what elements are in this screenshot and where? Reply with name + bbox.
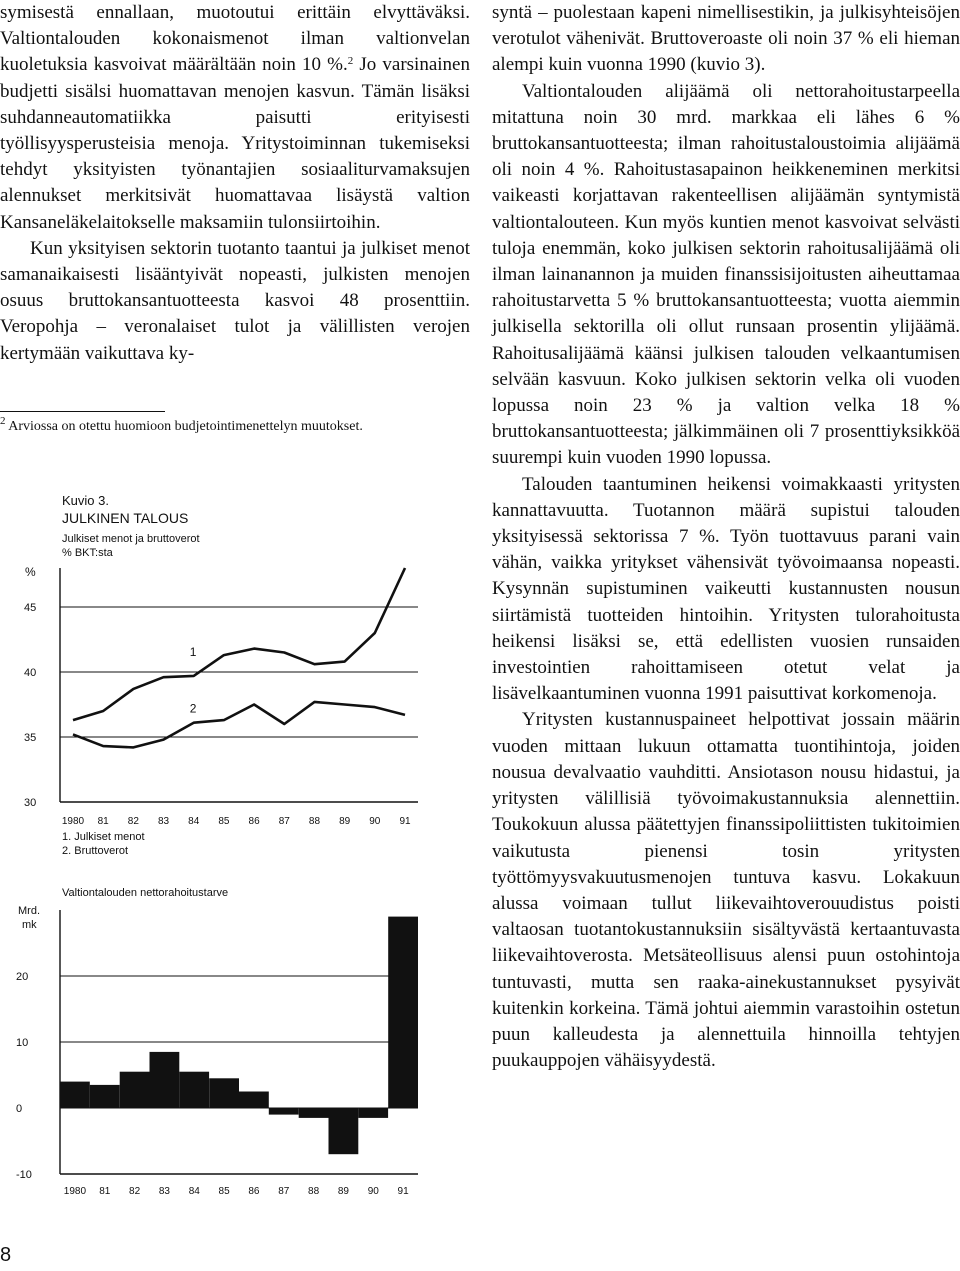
- chart2-bar-87: [269, 1108, 299, 1115]
- chart2-title: Valtiontalouden nettorahoitustarve: [62, 887, 229, 899]
- chart2-bar-88: [299, 1108, 329, 1118]
- chart1-ytick-label: 30: [24, 797, 37, 809]
- footnote-reference: 2: [347, 55, 354, 68]
- right-paragraph-4: Yritysten kustannuspaineet helpottivat jossain määrin vuoden mittaan lukuun ottamatta tuontihintoja, joiden nousua devalvaatio vauhditti. Ansiotason nousu hidastui, ja yritysten välillisiä työvoimakustannuksia alennettiin. Toukokuun alussa päätettyjen finanssipoliittisten tukitoimien vaikutusta pienensi tosin yritysten työttömyysvakuutusmenojen tuntuva kasvu. Lokakuun alussa voimaan tullut liikevaihtoverouudistus poisti valtaosan tuotantokustannuksiin sisältyvästä kertaantuvasta liikevaihtoverosta. Metsäteollisuus alensi puun ostohintoja tuntuvasti, mutta sen raaka-ainekustannukset pysyivät kuitenkin korkeina. Tämä johtui aiemmin varastoihin ostetun puun kalleudesta ja alennettuila hinnoilla tehtyjen puukauppojen vähäisyydestä.: [492, 709, 960, 1072]
- chart1-xtick-label: 84: [188, 816, 200, 827]
- chart2-xtick-label: 91: [397, 1186, 409, 1197]
- chart1-xtick-label: 86: [248, 816, 260, 827]
- chart2-xtick-label: 85: [218, 1186, 230, 1197]
- page-number: 8: [0, 1244, 12, 1266]
- chart1-xtick-label: 81: [97, 816, 109, 827]
- chart2-bar-90: [358, 1108, 388, 1118]
- chart2-xtick-label: 87: [278, 1186, 290, 1197]
- chart2-xtick-label: 86: [248, 1186, 260, 1197]
- chart2-ytick-label: -10: [16, 1169, 32, 1181]
- chart2-bar-82: [120, 1072, 150, 1108]
- footnote-mark: 2: [0, 415, 6, 427]
- chart2-xtick-label: 82: [129, 1186, 141, 1197]
- chart1-xtick-label: 91: [399, 816, 411, 827]
- chart1-xtick-label: 85: [218, 816, 230, 827]
- right-paragraph-2: Valtiontalouden alijäämä oli nettorahoitustarpeella mitattuna noin 30 mrd. markkaa eli lähes 6 % bruttokansantuotteesta; ilman rahoitustaloustoimia alijäämä oli noin 4 %. Rahoitustasapainon heikkeneminen merkitsi vaikeasti korjattavan rakenteellisen alijäämän syntymistä valtiontalouteen. Kun myös kuntien menot kasvoivat selvästi tuloja enemmän, koko julkisen sektorin rahoitusalijäämä oli ilman lainanannon ja muiden finanssisijoitusten aiheuttamaa rahoitustarvetta 5 % bruttokansantuotteesta; vuotta aiemmin julkisella sektorilla oli ollut runsaan prosentin ylijäämä. Rahoitusalijäämä käänsi julkisen talouden velkaantumisen selvään kasvuun. Koko julkisen sektorin velka oli vuoden lopussa noin 23 % ja valtion velka 18 % bruttokansantuotteesta; jälkimmäinen oli 7 prosenttiyksikköä suurempi kuin vuoden 1990 lopussa.: [492, 80, 960, 469]
- chart1-xtick-label: 88: [308, 816, 321, 827]
- chart1-xtick-label: 1980: [61, 816, 85, 827]
- left-column: [0, 0, 470, 367]
- chart1-title: Julkiset menot ja bruttoverot: [62, 533, 200, 545]
- right-paragraph-1: syntä – puolestaan kapeni nimellisestikin, ja julkisyhteisöjen verotulot vähenivät. Bruttoveroaste oli noin 37 % eli hieman alempi kuin vuonna 1990 (kuvio 3).: [492, 2, 960, 76]
- chart2-xtick-label: 89: [337, 1186, 349, 1197]
- chart1-xtick-label: 82: [127, 816, 139, 827]
- chart2-xtick-label: 81: [99, 1186, 111, 1197]
- figure-number: Kuvio 3.: [62, 493, 109, 508]
- chart1-series-label-1: 1: [189, 644, 197, 659]
- chart2-ytick-label: 20: [16, 971, 29, 983]
- left-paragraph-2: Kun yksityisen sektorin tuotanto taantui ja julkiset menot samanaikaisesti lisääntyivät nopeasti, julkisten menojen osuus bruttokansantuotteesta kasvoi 48 prosenttiin. Veropohja – veronalaiset tulot ja välillisten verojen kertymään vaikuttava ky-: [0, 237, 470, 364]
- footnote-rule: [0, 411, 165, 412]
- figure-svg: [0, 484, 470, 1197]
- figure-kuvio-3: [0, 484, 470, 1197]
- chart2-bar-81: [90, 1085, 120, 1108]
- chart2-xtick-label: 84: [188, 1186, 200, 1197]
- chart2-ytick-label: 10: [16, 1037, 29, 1049]
- figure-title: JULKINEN TALOUS: [62, 510, 189, 526]
- chart2-xtick-label: 1980: [63, 1186, 87, 1197]
- chart1-xtick-label: 90: [369, 816, 381, 827]
- chart2-bar-83: [150, 1052, 180, 1108]
- chart1-legend-1: 1. Julkiset menot: [62, 831, 145, 843]
- chart1-ytick-label: 35: [24, 732, 37, 744]
- chart2-bar-89: [329, 1108, 359, 1154]
- footnote: [0, 415, 470, 436]
- footnote-text: Arviossa on otettu huomioon budjetointimenettelyn muutokset.: [5, 419, 363, 434]
- chart2-xtick-label: 90: [367, 1186, 379, 1197]
- right-column: [492, 0, 960, 1074]
- chart1-series-label-2: 2: [189, 701, 197, 716]
- left-paragraph-1: symisestä ennallaan, muotoutui erittäin elvyttäväksi. Valtiontalouden kokonaismenot ilman valtionvelan kuoletuksia kasvoivat määrältään noin 10 %.$^2$ Jo varsinainen budjetti sisälsi huomattavan menojen kasvun. Tämän lisäksi suhdanneautomatiikka paisutti erityisesti työllisyysperusteisia menoja. Yritystoiminnan tukemiseksi tehdyt yksityisten työnantajien sosiaaliturvamaksujen alennukset merkitsivät huomattavaa lisäystä valtion Kansaneläkelaitokselle maksamiin tulonsiirtoihin.: [0, 2, 470, 233]
- right-paragraph-3: Talouden taantuminen heikensi voimakkaasti yritysten kannattavuutta. Tuotannon määrä supistui talouden yksityisessä sektorissa 7 %. Työn tuottavuus parani vain vähän, vaikka yritykset vähensivät työvoimaansa nopeasti. Kysynnän supistuminen vaikeutti kustannusten nousun siirtämistä tuotteiden hintoihin. Yritysten tulorahoitusta heikensi lisäksi se, että edellisten vuosien runsaiden investointien rahoittamiseen otetut velat ja lisävelkaantuminen vuonna 1991 paisuttivat korkomenoja.: [492, 473, 960, 705]
- chart1-xtick-label: 83: [157, 816, 170, 827]
- chart2-xtick-label: 83: [158, 1186, 170, 1197]
- chart2-bar-85: [209, 1078, 239, 1108]
- chart1-ytick-label: 45: [24, 602, 37, 614]
- chart2-ylabel: Mrd.: [18, 905, 40, 917]
- chart2-bar-91: [388, 917, 418, 1108]
- chart1-legend-2: 2. Bruttoverot: [62, 845, 129, 857]
- chart1-series-1: [73, 568, 405, 720]
- chart1-series-2: [73, 702, 405, 748]
- chart1-ytick-label: 40: [24, 667, 37, 679]
- chart1-subtitle: % BKT:sta: [62, 547, 113, 559]
- chart2-bar-86: [239, 1092, 269, 1109]
- chart1-xtick-label: 89: [339, 816, 351, 827]
- chart2-ylabel-unit: mk: [22, 919, 37, 931]
- chart1-ylabel: %: [25, 565, 36, 579]
- chart2-ytick-label: 0: [16, 1103, 23, 1115]
- chart2-bar-84: [179, 1072, 209, 1108]
- chart1-xtick-label: 87: [278, 816, 290, 827]
- chart2-xtick-label: 88: [308, 1186, 320, 1197]
- chart2-bar-1980: [60, 1082, 90, 1108]
